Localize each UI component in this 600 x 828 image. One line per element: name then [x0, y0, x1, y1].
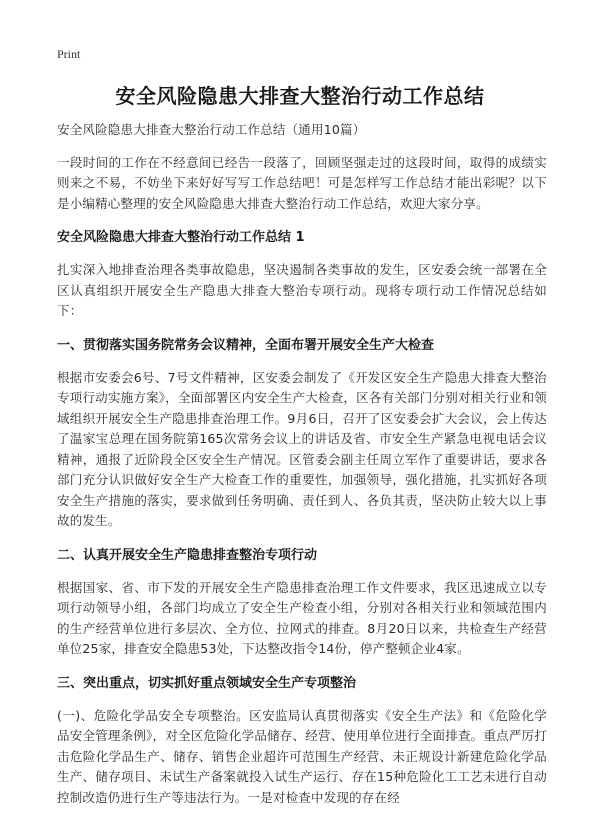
- section-heading-3: 三、突出重点，切实抓好重点领域安全生产专项整治: [57, 675, 357, 691]
- intro-paragraph: 一段时间的工作在不经意间已经告一段落了，回顾坚强走过的这段时间，取得的成绩实则来之不易，不妨坐下来好好写写工作总结吧！可是怎样写工作总结才能出彩呢？以下是小编精心整理的安全风险隐患大排查大整治行动工作总结，欢迎大家分享。: [57, 154, 547, 211]
- section-body-1: 根据市安委会6号、7号文件精神，区安委会制发了《开发区安全生产隐患大排查大整治专项行动实施方案》，全面部署区内安全生产大检查，区各有关部门分别对相关行业和领域组织开展安全生产隐患排查治理工作。9月6日，召开了区安委会扩大会议，会上传达了温家宝总理在国务院第165次常务会议上的讲话及省、市安全生产紧急电视电话会议精神，通报了近阶段全区安全生产情况。区管委会副主任周立军作了重要讲话，要求各部门充分认识做好安全生产大检查工作的重要性，加强领导，强化措施，扎实抓好各项安全生产措施的落实，要求做到任务明确、责任到人、各负其责，坚决防止较大以上事故的发生。: [57, 369, 547, 528]
- article-lead-paragraph: 扎实深入地排查治理各类事故隐患，坚决遏制各类事故的发生，区安委会统一部署在全区认真组织开展安全生产隐患大排查大整治专项行动。现将专项行动工作情况总结如下：: [57, 262, 547, 318]
- document-body: [57, 120, 547, 822]
- print-link[interactable]: Print: [57, 47, 81, 61]
- section-heading-1: 一、贯彻落实国务院常务会议精神，全面布署开展安全生产大检查: [57, 337, 435, 353]
- section-heading-2: 二、认真开展安全生产隐患排查整治专项行动: [57, 547, 318, 563]
- section-body-3: (一)、危险化学品安全专项整治。区安监局认真贯彻落实《安全生产法》和《危险化学品安全管理条例》，对全区危险化学品储存、经营、使用单位进行全面排查。重点严厉打击危险化学品生产、储存、销售企业超许可范围生产经营、未正规设计新建危险化学品生产、储存项目、未试生产备案就投入试生产运行、存在15种危险化工工艺未进行自动控制改造仍进行生产等违法行为。一是对检查中发现的存在经: [57, 707, 547, 805]
- document-subtitle: 安全风险隐患大排查大整治行动工作总结（通用10篇）: [57, 122, 366, 137]
- document-title: 安全风险隐患大排查大整治行动工作总结: [115, 84, 485, 108]
- section-body-2: 根据国家、省、市下发的开展安全生产隐患排查治理工作文件要求，我区迅速成立以专项行动领导小组，各部门均成立了安全生产检查小组，分别对各相关行业和领域范围内的生产经营单位进行多层次、全方位、拉网式的排查。8月20日以来，共检查生产经营单位25家，排查安全隐患53处，下达整改指令14份，停产整顿企业4家。: [57, 579, 547, 656]
- article-heading: 安全风险隐患大排查大整治行动工作总结 1: [57, 230, 305, 245]
